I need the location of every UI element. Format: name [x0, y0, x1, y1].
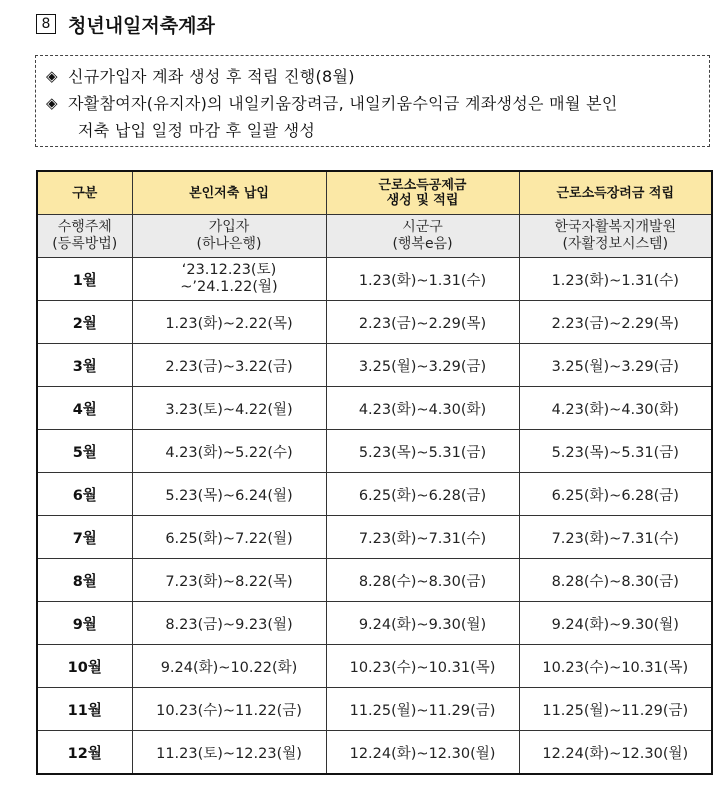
deduction-period-cell: 12.24(화)~12.30(월) [326, 731, 519, 775]
deduction-period-cell: 8.28(수)~8.30(금) [326, 559, 519, 602]
page-title: 청년내일저축계좌 [68, 14, 215, 37]
month-cell: 5월 [37, 430, 132, 473]
column-header-deposit: 본인저축 납입 [132, 171, 326, 215]
diamond-bullet-icon: ◈ [46, 94, 58, 112]
month-cell: 9월 [37, 602, 132, 645]
notice-continuation [46, 117, 709, 144]
month-cell: 12월 [37, 731, 132, 775]
incentive-period-cell: 8.28(수)~8.30(금) [519, 559, 712, 602]
deduction-period-cell: 5.23(목)~5.31(금) [326, 430, 519, 473]
table-row [37, 602, 712, 645]
subheader-executor: 수행주체 (등록방법) [37, 215, 132, 258]
table-row [37, 559, 712, 602]
schedule-table [36, 170, 713, 775]
table-header-row [37, 171, 712, 215]
deduction-period-cell: 7.23(화)~7.31(수) [326, 516, 519, 559]
deposit-period-cell: 7.23(화)~8.22(목) [132, 559, 326, 602]
notice-item [46, 63, 709, 90]
subheader-deduction-executor: 시군구 (행복e음) [326, 215, 519, 258]
table-row [37, 473, 712, 516]
diamond-bullet-icon: ◈ [46, 67, 58, 85]
deduction-period-cell: 3.25(월)~3.29(금) [326, 344, 519, 387]
incentive-period-cell: 6.25(화)~6.28(금) [519, 473, 712, 516]
table-row [37, 387, 712, 430]
section-heading [36, 10, 215, 38]
month-cell: 8월 [37, 559, 132, 602]
column-header-category: 구분 [37, 171, 132, 215]
month-cell: 3월 [37, 344, 132, 387]
deposit-period-cell: 6.25(화)~7.22(월) [132, 516, 326, 559]
incentive-period-cell: 10.23(수)~10.31(목) [519, 645, 712, 688]
month-cell: 10월 [37, 645, 132, 688]
column-header-incentive: 근로소득장려금 적립 [519, 171, 712, 215]
deduction-period-cell: 4.23(화)~4.30(화) [326, 387, 519, 430]
table-row [37, 258, 712, 301]
table-row [37, 430, 712, 473]
deposit-period-cell: 9.24(화)~10.22(화) [132, 645, 326, 688]
deposit-period-cell: 3.23(토)~4.22(월) [132, 387, 326, 430]
deposit-period-cell: 1.23(화)~2.22(목) [132, 301, 326, 344]
table-subheader-row [37, 215, 712, 258]
table-row [37, 731, 712, 775]
table-row [37, 516, 712, 559]
subheader-deposit-executor: 가입자 (하나은행) [132, 215, 326, 258]
deduction-period-cell: 6.25(화)~6.28(금) [326, 473, 519, 516]
deposit-period-cell: 10.23(수)~11.22(금) [132, 688, 326, 731]
month-cell: 6월 [37, 473, 132, 516]
deposit-period-cell: 11.23(토)~12.23(월) [132, 731, 326, 775]
incentive-period-cell: 12.24(화)~12.30(월) [519, 731, 712, 775]
incentive-period-cell: 9.24(화)~9.30(월) [519, 602, 712, 645]
subheader-incentive-executor: 한국자활복지개발원 (자활정보시스템) [519, 215, 712, 258]
incentive-period-cell: 1.23(화)~1.31(수) [519, 258, 712, 301]
deduction-period-cell: 9.24(화)~9.30(월) [326, 602, 519, 645]
section-number-badge: 8 [36, 14, 56, 34]
notice-item-text: 자활참여자(유지자)의 내일키움장려금, 내일키움수익금 계좌생성은 매월 본인 [68, 94, 618, 113]
deposit-period-cell: 4.23(화)~5.22(수) [132, 430, 326, 473]
table-row [37, 301, 712, 344]
incentive-period-cell: 7.23(화)~7.31(수) [519, 516, 712, 559]
deposit-period-cell: 8.23(금)~9.23(월) [132, 602, 326, 645]
month-cell: 7월 [37, 516, 132, 559]
month-cell: 11월 [37, 688, 132, 731]
deduction-period-cell: 2.23(금)~2.29(목) [326, 301, 519, 344]
table-row [37, 688, 712, 731]
incentive-period-cell: 3.25(월)~3.29(금) [519, 344, 712, 387]
month-cell: 1월 [37, 258, 132, 301]
deduction-period-cell: 11.25(월)~11.29(금) [326, 688, 519, 731]
table-row [37, 645, 712, 688]
incentive-period-cell: 11.25(월)~11.29(금) [519, 688, 712, 731]
column-header-deduction: 근로소득공제금 생성 및 적립 [326, 171, 519, 215]
table-row [37, 344, 712, 387]
deposit-period-cell: 5.23(목)~6.24(월) [132, 473, 326, 516]
month-cell: 2월 [37, 301, 132, 344]
notice-continuation-text: 저축 납입 일정 마감 후 일괄 생성 [78, 121, 316, 140]
deduction-period-cell: 10.23(수)~10.31(목) [326, 645, 519, 688]
incentive-period-cell: 4.23(화)~4.30(화) [519, 387, 712, 430]
deposit-period-cell: 2.23(금)~3.22(금) [132, 344, 326, 387]
deduction-period-cell: 1.23(화)~1.31(수) [326, 258, 519, 301]
notice-item-text: 신규가입자 계좌 생성 후 적립 진행(8월) [68, 67, 355, 86]
incentive-period-cell: 2.23(금)~2.29(목) [519, 301, 712, 344]
notice-box [35, 55, 710, 147]
month-cell: 4월 [37, 387, 132, 430]
notice-item [46, 90, 709, 117]
deposit-period-cell: ‘23.12.23(토) ~’24.1.22(월) [132, 258, 326, 301]
incentive-period-cell: 5.23(목)~5.31(금) [519, 430, 712, 473]
